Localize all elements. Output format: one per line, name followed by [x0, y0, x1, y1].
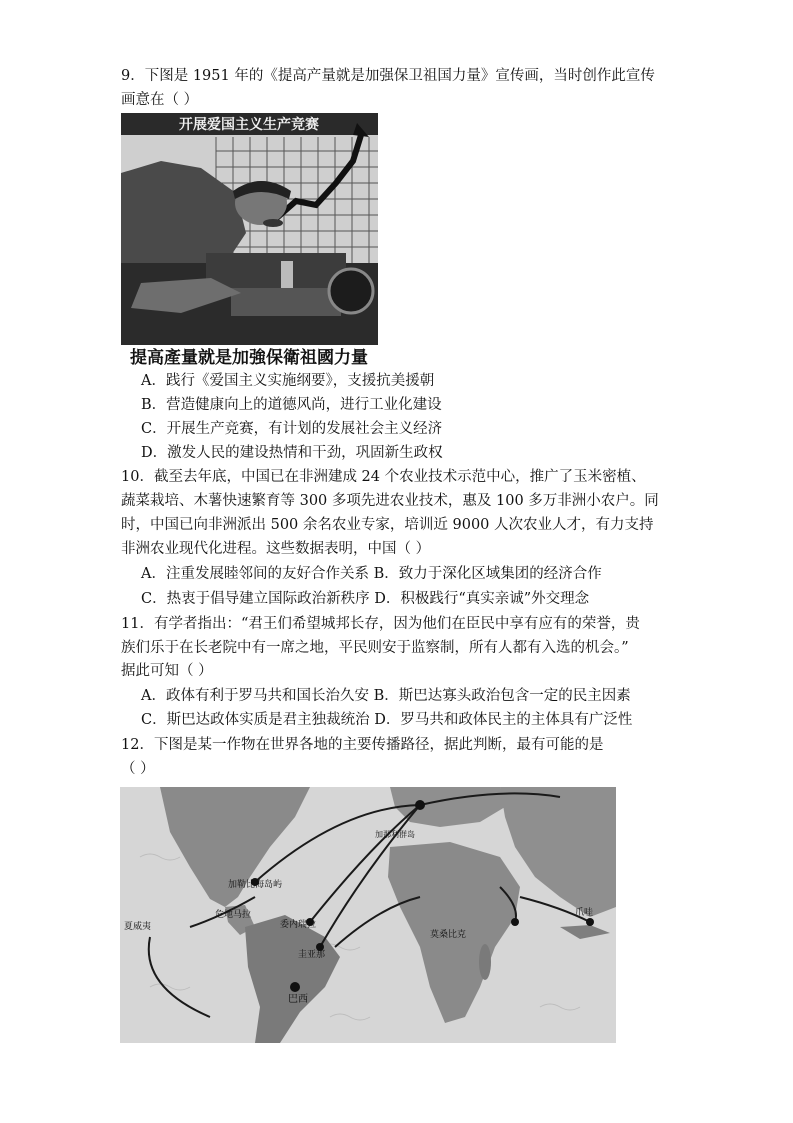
q11-stem-line2: 族们乐于在长老院中有一席之地，平民则安于监察制，所有人都有入选的机会。” [121, 640, 629, 656]
map-label-venezuela: 委内瑞拉 [280, 920, 317, 930]
map-label-hawaii: 夏威夷 [124, 922, 152, 932]
q11-stem-line3: 据此可知（ ） [121, 663, 213, 679]
q9-option-c: C．开展生产竞赛，有计划的发展社会主义经济 [141, 421, 443, 437]
q9-option-b: B．营造健康向上的道德风尚，进行工业化建设 [141, 397, 442, 413]
map-label-java: 爪哇 [575, 908, 594, 918]
q9-stem-line2: 画意在（ ） [121, 92, 199, 108]
q9-option-d: D．激发人民的建设热情和干劲，巩固新生政权 [141, 445, 443, 461]
q9-stem-line1: 9．下图是 1951 年的《提高产量就是加强保卫祖国力量》宣传画，当时创作此宣传 [121, 68, 655, 84]
map-label-central-america: 危地马拉 [215, 910, 252, 920]
q12-stem-line2: （ ） [121, 761, 155, 777]
map-label-canary: 加那利群岛 [375, 830, 415, 839]
map-label-mozambique: 莫桑比克 [430, 930, 467, 940]
q10-stem-line3: 时，中国已向非洲派出 500 余名农业专家，培训近 9000 人次农业人才，有力支持 [121, 517, 654, 533]
q9-option-a: A．践行《爱国主义实施纲要》，支援抗美援朝 [141, 373, 435, 389]
q10-options-cd: C．热衷于倡导建立国际政治新秩序 D．积极践行“真实亲诚”外交理念 [141, 591, 590, 607]
q10-stem-line1: 10．截至去年底，中国已在非洲建成 24 个农业技术示范中心，推广了玉米密植、 [121, 469, 646, 485]
map-label-brazil: 巴西 [288, 994, 308, 1005]
q10-options-ab: A．注重发展睦邻间的友好合作关系 B．致力于深化区域集团的经济合作 [141, 566, 602, 582]
propaganda-poster [121, 113, 378, 368]
q11-options-cd: C．斯巴达政体实质是君主独裁统治 D．罗马共和政体民主的主体具有广泛性 [141, 712, 633, 728]
map-label-guiana: 圭亚那 [298, 950, 326, 960]
q10-stem-line2: 蔬菜栽培、木薯快速繁育等 300 多项先进农业技术，惠及 100 多万非洲小农户。同 [121, 493, 659, 509]
q11-stem-line1: 11．有学者指出：“君王们希望城邦长存，因为他们在臣民中享有应有的荣誉，贵 [121, 616, 640, 632]
poster-banner-text: 开展爱国主义生产竞赛 [179, 117, 319, 133]
map-label-caribbean: 加勒比海岛屿 [228, 880, 283, 890]
q12-stem-line1: 12．下图是某一作物在世界各地的主要传播路径，据此判断，最有可能的是 [121, 737, 604, 753]
crop-spread-map [120, 787, 616, 1043]
q10-stem-line4: 非洲农业现代化进程。这些数据表明，中国（ ） [121, 541, 431, 557]
q11-options-ab: A．政体有利于罗马共和国长治久安 B．斯巴达寡头政治包含一定的民主因素 [141, 688, 631, 704]
poster-caption: 提高產量就是加強保衛祖國力量 [130, 348, 368, 368]
